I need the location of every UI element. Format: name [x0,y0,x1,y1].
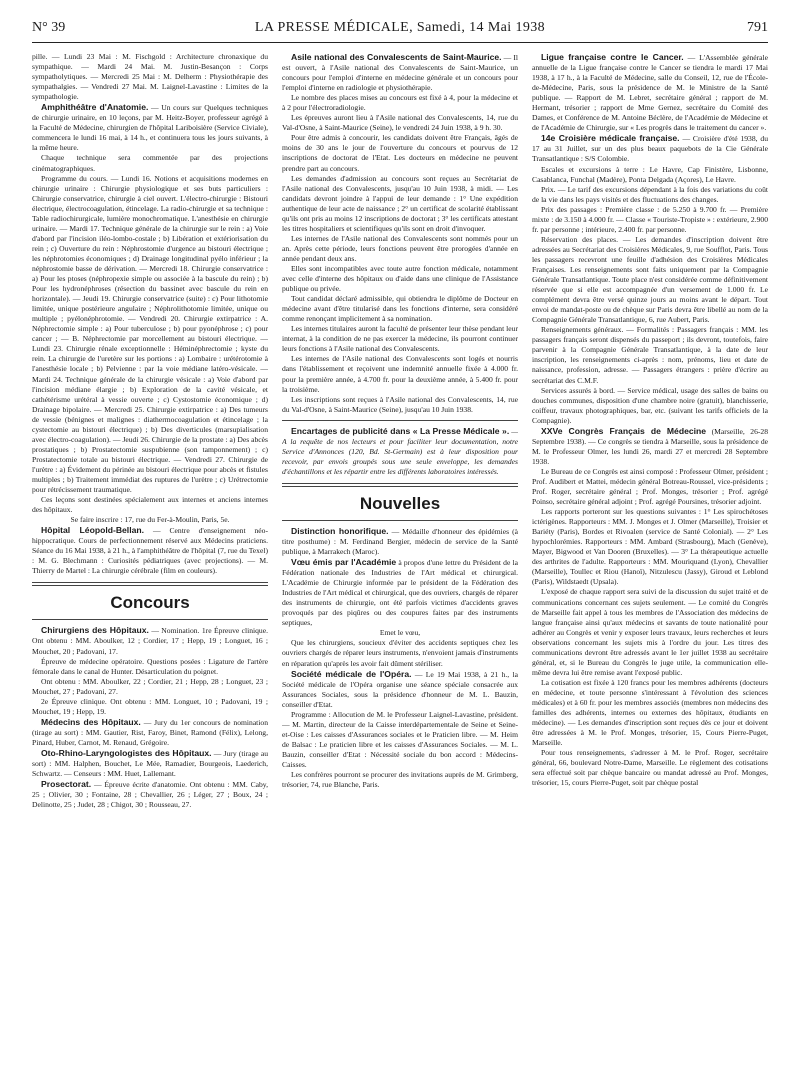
section-distinction [282,526,518,557]
paragraph: — Jury du 1er concours de nomination (tirage au sort) : MM. Gautier, Rist, Faroy, Binet, Ramond (Félix), Lelong, Pinard, Huber, Carnot, M. Renaud, Grégoire. [32,717,268,747]
paragraph: Ces leçons sont destinées spécialement aux internes et anciens internes des hôpitaux. [32,495,268,515]
paragraph: — L'Assemblée générale annuelle de la Ligue française contre le Cancer se tiendra le mardi 17 Mai 1938, à 17 h., à la Faculté de Médecine, salle du Conseil, 12, rue de l'École-de-Médecine, Paris, sous la présidence de M. le Ministre de la Santé publique. — Rapport de M. Lebret, secrétaire général ; rapport de M. Hermant, trésorier ; rapport de Mme Gernez, secrétaire du Comité des Dames, et Conférence de M. Antoine Béclère, de l'Académie de Médecine et de l'Académie de Chirurgie, sur « Les progrès dans le traitement du cancer ». [532,53,768,133]
section-heading: Ligue française contre le Cancer. [541,52,684,62]
section-chirurgiens [32,625,268,656]
column-3 [532,52,768,1072]
section-heading: Hôpital Léopold-Bellan. [41,525,144,536]
section-medecins [32,717,268,748]
paragraph: Le Bureau de ce Congrès est ainsi composé : Professeur Olmer, président ; Prof. Audibert et Mattei, médecin général Botreau-Roussel, vice-présidents ; Prof. Roger, secrétaire général ; Prof. Monges, trésorier ; Prof. agrégé Poinso, secrétaire général adjoint ; Prof. agrégé Poursines, trésorier adjoint. [532,466,768,507]
section-hopital-bellan [32,525,268,576]
column-1 [32,52,268,1072]
paragraph: Le nombre des places mises au concours est fixé à 4, pour la médecine et à 2 pour l'électroradiologie. [282,93,518,113]
paragraph: Prix. — Le tarif des excursions dépendant à la fois des variations du coût de la vie dans les pays visités et des fluctuations des changes. [532,184,768,204]
paragraph: Les internes de l'Asile national des Convalescents sont nommés pour un an. Après cette période, leurs fonctions peuvent être prorogées d'année en année pendant deux ans. [282,233,518,263]
paragraph: Les rapports porteront sur les questions suivantes : 1° Les spirochétoses ictérigènes. Rapporteurs : MM. J. Monges et J. Olmer (Marseille), Troisier et Bariéty (Paris), Bordes et Rivoalen (service de Santé Colonial). — 2° Les hypochlorémies. Rapporteurs : MM. Ambard (Strasbourg), Mach (Genève), Mayer, Bigwood et Van Dooren (Bruxelles). — 3° La thérapeutique actuelle des arthrites de l'adulte. Rapporteurs : MM. Mouriquand (Lyon), Chevallier (Marseille), Toullec et Riou (Hanoï), Nitzulescu (Jassy), Giroud et Leblond (Paris), Wildstaedt (Upsala). [532,507,768,587]
paragraph: — Un cours sur Quelques techniques de chirurgie urinaire, en 10 leçons, par M. Heitz-Boyer, professeur agrégé à la Faculté de Médecine, chirurgien de l'hôpital Lariboisière (Service Civiale), commencera le lundi 16 mai, à 14 h., et continuera tous les jours suivants, à la même heure. [32,103,268,153]
section-heading: Encartages de publicité dans « La Presse Médicale ». [291,425,510,436]
section-heading: Société médicale de l'Opéra. [291,668,412,679]
issue-number: N° 39 [32,20,66,35]
divider [282,520,518,521]
section-orl [32,748,268,779]
paragraph: à propos d'une lettre du Président de la Fédération nationale des Industries de l'Art médical et chirurgical. L'Académie de Chirurgie informée par le président de la Fédération des Industries de l'Art médical et chirurgical, que des ouvriers, chargés de réparer des instruments de chirurgie, ont été parfois victimes d'accidents graves provoqués par des piqûres ou des coupures faites par des instruments septiques, [282,558,518,628]
paragraph: Les confrères pourront se procurer des invitations auprès de M. Grimberg, trésorier, 74, rue Blanche, Paris. [282,770,518,790]
paragraph: — Le 19 Mai 1938, à 21 h., la Société médicale de l'Opéra organise une séance spéciale consacrée aux Assurances Sociales, sous la présidence d'honneur de M. L. Bauzin, conseiller d'Etat. [282,669,518,709]
paragraph: 2e Épreuve clinique. Ont obtenu : MM. Longuet, 10 ; Padovani, 19 ; Mouchet, 19 ; Hepp, 19. [32,696,268,716]
paragraph: Renseignements généraux. — Formalités : Passagers français : MM. les passagers français seront dispensés du passeport ; ils devront, toutefois, faire parvenir à la Compagnie Générale Transatlantique, à la date de leur inscription, les renseignements ci-après : nom, prénoms, lieu et date de naissance, profession, adresse. — Passagers étrangers : prière d'écrire au secrétariat des C.M.F. [532,325,768,385]
section-opera [282,669,518,710]
course-program: Programme du cours. — Lundi 16. Notions et acquisitions modernes en chirurgie urinaire : Chirurgie physiologique et ses buts particuliers : Chirurgie conservatrice, chirurgie à ciel ouvert. L'électro-chirurgie : Bistouri électrique, électrocoagulation, étincelage. La radio-chirurgie et sa technique : Table radiochirurgicale, lumière monochromatique. L'anesthésie en chirurgie urinaire. — Mardi 17. Technique générale de la chirurgie sur le rein : a) Voie d'abord par l'incision iléo-lombo-costale ; b) Libération et extériorisation du rein ; c) Ouverture du rein : Néphrostomie d'urgence au bistouri électrique ; les néphrotomies économiques ; d) Drainage longitudinal pyélo inférieur ; la néphrostomie basse de dérivation. — Mercredi 18. Chirurgie conservatrice : a) Pour les ptoses (néphropexie simple ou associée à la bascule du rein) ; b) Pour les hydronéphroses (résection du bassinet avec bascule du rein en horizontale). — Jeudi 19. Chirurgie conservatrice (suite) : c) Pour lithotomie limitée, unique postérieure angulaire ; Néphrolithotomie limitée, unique ou multiple ; pyélonéphrotomie. — Vendredi 20. Chirurgie extirpatrice : A. Néphrectomie simple : a) Pour tuberculose ; b) pour pyonéphrose ; c) pour cancer ; — B. Néphrectomie par morcellement au bistouri électrique. — Lundi 23. Chirurgie rénale exceptionnelle : Héminéphrectomie ; kyste du rein. La chirurgie de l'uretère sur les portions : a) Lombaire : urétérotomie à l'anesthésie locale ; b) Pelvienne : par la voie médiane latéro-vésicale. — Mardi 24. Technique générale de la chirurgie vésicale : a) Voie d'abord par l'incision médiane élargie ; b) Exploration de la cavité vésicale, et cathétérisme urétéral à vessie ouverte ; c) Cystostomie économique ; d) Drainage bipolaire. — Mercredi 25. Chirurgie extirpatrice : a) Des tumeurs de vessie (bénignes et malignes : diathermocoagulation et étincelage ; la cystectomie au bistouri électrique) ; b) Des diverticules (marsupialisation avec électro-coagulation). — Jeudi 26. Chirurgie de la prostate : a) Des abcès prostatiques ; b) Prostatectomie suspubienne (son tamponnement) ; c) Prostatectomie totale au bistouri électrique. — Vendredi 27. Chirurgie de l'urètre : a) Évidement du périnée au bistouri électrique pour abcès et fistules multiples ; b) Traitement immédiat des ruptures de l'urètre ; c) Urétrectomie pour rétrécissement traumatique. [32,173,268,495]
journal-title: LA PRESSE MÉDICALE [254,20,410,35]
section-amphitheatre [32,102,268,153]
section-voeu [282,557,518,628]
paragraph: Se faire inscrire : 17, rue du Fer-à-Moulin, Paris, 5e. [70,515,230,525]
paragraph: (Marseille, 26-28 Septembre 1938). — Ce congrès se tiendra à Marseille, sous la présidence de M. le Professeur Olmer, les lundi 26, mardi 27 et mercredi 28 Septembre 1938. [532,426,768,466]
column-2 [282,52,518,1072]
page-number: 791 [747,20,768,35]
section-heading: Chirurgiens des Hôpitaux. [41,625,149,636]
paragraph: Services assurés à bord. — Service médical, usage des salles de bains ou douches communes, disposition d'une chambre noire (gratuit), blanchisserie, coiffeur, travaux photographiques, bar, etc. (suivant les tarifs officiels de la Compagnie). [532,385,768,425]
section-ligue-cancer [532,52,768,133]
divider [32,619,268,620]
paragraph: Ont obtenu : MM. Aboulker, 22 ; Cordier, 21 ; Hepp, 28 ; Longuet, 23 ; Mouchet, 27 ; Padovani, 27. [32,676,268,696]
paragraph: Prix des passages : Première classe : de 5.250 à 9.700 fr. — Première mixte : de 3.150 à 4.000 fr. — Classe « Touriste-Tropiste » : extérieure, 2.900 fr. par personne ; intérieure, 2.400 fr. par personne. [532,204,768,234]
paragraph: Tout candidat déclaré admissible, qui obtiendra le diplôme de Docteur en médecine avant d'être titularisé dans les fonctions d'interne, sera considéré comme renonçant implicitement à sa nomination. [282,294,518,324]
section-heading: XXVe Congrès Français de Médecine [541,425,707,436]
page-header [32,16,768,43]
section-heading: Oto-Rhino-Laryngologistes des Hôpitaux. [41,748,212,758]
paragraph: — Épreuve écrite d'anatomie. Ont obtenu : MM. Caby, 25 ; Olivier, 30 ; Fontaine, 28 ; Chevallier, 26 ; Léger, 27 ; Boux, 24 ; Delinotte, 25 ; Judet, 28 ; Chigot, 30 ; Rousseau, 27. [32,780,268,810]
paragraph: pille. — Lundi 23 Mai : M. Fischgold : Architecture chronaxique du sympathique. — Mardi 24 Mai. M. Justin-Besançon : Corps sympatholytiques. — Mercredi 25 Mai : M. Delherm : Physiothérapie des sympathalgies. — Vendredi 27 Mai. M. Laignel-Lavastine : Limites de la sympathologie. [32,52,268,102]
paragraph: — A la requête de nos lecteurs et pour faciliter leur documentation, notre Service d'Annonces (120, Bd. St-Germain) est à leur disposition pour recevoir, par envois groupés sous une seule enveloppe, les demandes d'échantillons et les répartir entre les différents laboratoires intéressés. [282,426,518,476]
section-asile [282,52,518,93]
paragraph: Les internes de l'Asile national des Convalescents sont logés et nourris dans l'établissement et reçoivent une indemnité annuelle fixée à 4.000 fr. pour la première année, à 4.700 fr. pour la deuxième année, à 5.400 fr. pour la troisième. [282,354,518,394]
section-heading: Asile national des Convalescents de Saint-Maurice. [291,52,502,62]
section-croisiere [532,133,768,164]
paragraph: — Croisière d'été 1938, du 17 au 31 Juillet, sur un des plus beaux paquebots de la Cie Générale Transatlantique : S/S Colombie. [532,134,768,164]
masthead [32,20,768,36]
section-heading: Prosectorat. [41,779,92,790]
section-heading: Médecins des Hôpitaux. [41,716,141,727]
divider [282,483,518,487]
section-heading: 14e Croisière médicale française. [541,133,680,144]
section-heading: Amphithéâtre d'Anatomie. [41,102,149,113]
issue-date: , Samedi, 14 Mai 1938 [409,20,546,35]
paragraph: Que les chirurgiens, soucieux d'éviter des accidents septiques chez les ouvriers chargés de réparer leurs instruments, n'envoient jamais d'instruments en réparation qu'après les avoir fait dûment stériliser. [282,638,518,668]
paragraph: — Centre d'enseignement néo-hippocratique. Cours de perfectionnement réservé aux Médecins praticiens. Séance du 16 Mai 1938, à 21 h., à l'amphithéâtre de l'hôpital (7, rue du Texel) : M. G. Blechmann : Curiosités pédiatriques (avec projections). — M. Thierry de Martel : La chirurgie cérébrale (film en couleurs). [32,526,268,576]
paragraph: Pour être admis à concourir, les candidats doivent être Français, âgés de moins de 30 ans le jour de l'ouverture du concours et pourvus de 12 inscriptions de doctorat de l'Etat. Les docteurs en médecine ne peuvent prendre part au concours. [282,133,518,173]
paragraph: Les demandes d'admission au concours sont reçues au Secrétariat de l'Asile national des Convalescents, jusqu'au 10 Juin 1938, à midi. — Les candidats devront joindre à l'appui de leur demande : 1° Une expédition authentique de leur acte de naissance ; 2° un certificat de scolarité établissant qu'ils ont pris au moins 12 inscriptions de doctorat ; 3° les certificats attestant les titres hospitaliers et scientifiques qu'ils sont en droit d'invoquer. [282,173,518,233]
section-encartages [282,426,518,477]
paragraph: — Il est ouvert, à l'Asile national des Convalescents de Saint-Maurice, un concours pour l'emploi d'interne en médecine générale et un concours pour l'emploi d'interne en radiologie et physiothérapie. [282,53,518,93]
divider [282,420,518,421]
divider [32,582,268,586]
paragraph: L'exposé de chaque rapport sera suivi de la discussion du sujet traité et de communications concernant ces sujets seulement. — Le comité du Congrès de Marseille fait appel à tous les membres de l'Association des médecins de langue française ainsi qu'aux médecins et savants de toute nationalité pour adhérer au Congrès et venir y exposer leurs travaux, leurs recherches et leurs observations concernant les sujets mis à l'ordre du jour. Les titres des communications devront être adressés avant le 1er juillet 1938 au secrétaire général, et, si le Bureau du Congrès le juge utile, la communication elle-même devra lui être remise avant l'exposé public. [532,587,768,677]
paragraph: — Nomination. 1re Épreuve clinique. Ont obtenu : MM. Aboulker, 12 ; Cordier, 17 ; Hepp, 19 ; Longuet, 16 ; Mouchet, 20 ; Padovani, 17. [32,626,268,656]
section-heading: Distinction honorifique. [291,525,389,536]
section-prosectorat [32,779,268,810]
paragraph: Chaque technique sera commentée par des projections cinématographiques. [32,153,268,173]
section-title-nouvelles: Nouvelles [359,493,441,513]
paragraph: Emet le vœu, [379,628,421,638]
paragraph: Escales et excursions à terre : Le Havre, Cap Finistère, Lisbonne, Casablanca, Funchal (Madère), Ponta Delgada (Açores), Le Havre. [532,164,768,184]
section-title-concours: Concours [110,593,190,613]
section-congres [532,426,768,467]
paragraph: — Jury (tirage au sort) : MM. Halphen, Bouchet, Le Mée, Ramadier, Bourgeois, Laederich, Schwartz. — Censeurs : MM. Huet, Lallemant. [32,749,268,779]
paragraph: Épreuve de médecine opératoire. Questions posées : Ligature de l'artère fémorale dans le canal de Hunter. Désarticulation du poignet. [32,656,268,676]
paragraph: Programme : Allocution de M. le Professeur Laignel-Lavastine, président. — M. Martin, directeur de la Caisse interdépartementale de Seine et Seine-et-Oise : Les caisses d'Assurances sociales et le Praticien libre. — M. Heim de Balsac : Le praticien libre et les caisses d'Assurances Sociales. — M. L. Bauzin, conseiller d'Etat : Nécessité sociale du bon accord : Médecins-Caisses. [282,709,518,769]
paragraph: Les inscriptions sont reçues à l'Asile national des Convalescents, 14, rue du Val-d'Osne, à Saint-Maurice (Seine), jusqu'au 10 Juin 1938. [282,394,518,414]
paragraph: Les internes titulaires auront la faculté de présenter leur thèse pendant leur internat, à la condition de ne pas exercer la médecine, ils pourront continuer leurs fonctions à l'Asile national des Convalescents. [282,324,518,354]
paragraph: Elles sont incompatibles avec toute autre fonction médicale, notamment avec celle d'interne des hôpitaux ou d'aide dans une clinique de l'Assistance publique ou privée. [282,263,518,294]
paragraph: La cotisation est fixée à 120 francs pour les membres adhérents (docteurs en médecine, et toute personne s'intéressant à l'évolution des sciences médicales) et à 60 fr. pour les membres associés (membres non médecins des familles des adhérents, internes ou externes des hôpitaux, étudiants en médecine). — Les demandes d'inscription sont reçues dès ce jour et doivent être adressées à M. le Prof. Monges, trésorier, 15, Cours Pierre-Puget, Marseille. [532,677,768,748]
paragraph: Les épreuves auront lieu à l'Asile national des Convalescents, 14, rue du Val-d'Osne, à Saint-Maurice (Seine), le vendredi 24 Juin 1938, à 9 h. 30. [282,113,518,133]
paragraph: — Médaille d'honneur des épidémies (à titre posthume) : M. Ferdinand Bergier, médecin de service de la Santé publique, à Marrakech (Maroc). [282,526,518,557]
paragraph: Pour tous renseignements, s'adresser à M. le Prof. Roger, secrétaire général, 66, boulevard Notre-Dame, Marseille. Le règlement des cotisations sera effectué soit par chèque bancaire ou mandat adressé au Prof. Monges, trésorier, 15, cours Pierre-Puget, soit par chèque postal [532,748,768,788]
paragraph: Réservation des places. — Les demandes d'inscription doivent être adressées au Secrétariat des Croisières Médicales, 9, rue Soufflot, Paris. Tous les passagers recevront une feuille d'adhésion des Croisières Médicales Françaises. Les renseignements sont faits uniquement par la Compagnie Générale Transatlantique. Toute place n'est considérée comme définitivement réservée que si elle est accompagnée d'un versement de 1.000 fr. Le complément devra être versé quinze jours au moins avant le départ. Tout envoi de mandat-poste ou de chèque sur Paris devra être libellé au nom de la Compagnie Générale Transatlantique, 6, rue Aubert, Paris. [532,234,768,325]
section-heading: Vœu émis par l'Académie [291,557,397,568]
